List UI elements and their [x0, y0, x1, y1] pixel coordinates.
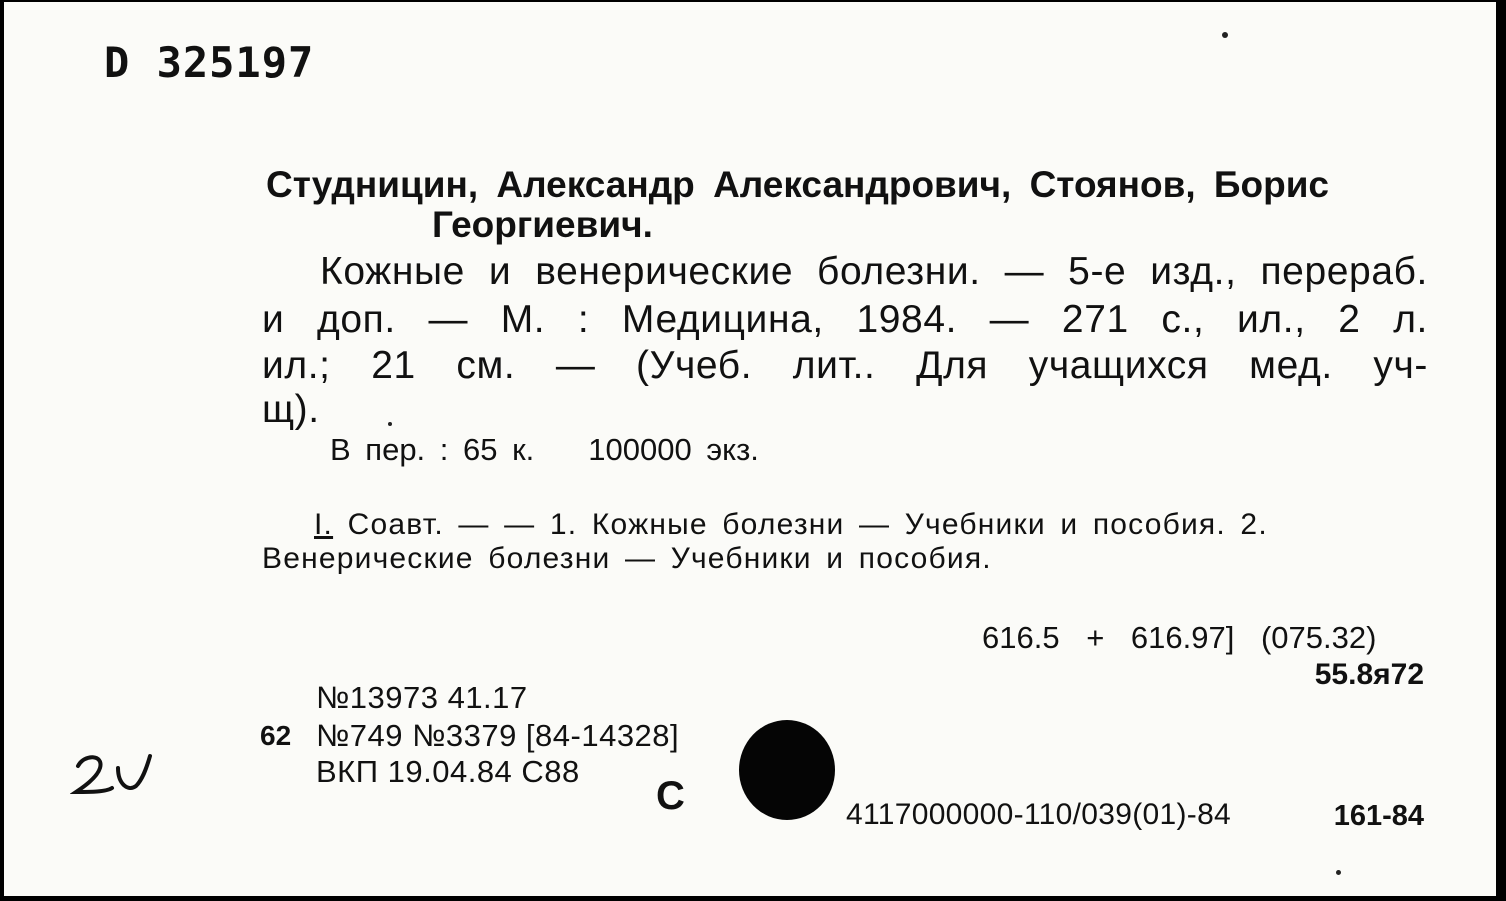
speck — [388, 422, 392, 426]
print-run: 100000 экз. — [588, 432, 759, 467]
authors-line-1: Студницин, Александр Александрович, Стоянов, Борис — [266, 164, 1330, 205]
catalog-card — [4, 2, 1496, 896]
description-line-1: Кожные и венерические болезни. — 5-е изд., перераб. — [320, 250, 1428, 293]
code-62: 62 — [260, 720, 292, 751]
handwritten-mark-icon — [70, 748, 160, 800]
registration-line-3: ВКП 19.04.84 С88 — [316, 754, 580, 789]
price-line — [330, 432, 759, 468]
bbk-code: 55.8я72 — [1314, 658, 1424, 691]
subjects-text-1: Соавт. — — 1. Кожные болезни — Учебники и пособия. 2. — [347, 508, 1268, 541]
udc-code: 616.5 + 616.97] (075.32) — [982, 620, 1377, 655]
subjects-line-2: Венерические болезни — Учебники и пособия. — [262, 542, 992, 575]
subjects-roman-numeral: I. — [314, 508, 334, 541]
description-line-2: и доп. — М. : Медицина, 1984. — 271 с., ил., 2 л. — [262, 298, 1428, 341]
registration-line-2: №749 №3379 [84-14328] — [316, 718, 680, 753]
ink-blot — [739, 720, 835, 820]
authors-line-2: Георгиевич. — [432, 204, 653, 245]
description-line-3: ил.; 21 см. — (Учеб. лит.. Для учащихся мед. уч- — [262, 344, 1428, 387]
index-code: 4117000000-110/039(01)-84 — [846, 798, 1232, 831]
card-id-number: D 325197 — [104, 38, 315, 87]
speck — [1336, 870, 1341, 875]
subjects-line-1 — [314, 508, 1268, 542]
c-mark: С — [656, 774, 685, 818]
index-tail: 161-84 — [1333, 800, 1424, 832]
registration-line-1: №13973 41.17 — [316, 680, 528, 715]
speck — [1222, 32, 1228, 38]
price: В пер. : 65 к. — [330, 432, 535, 467]
description-line-4: щ). — [262, 388, 320, 431]
